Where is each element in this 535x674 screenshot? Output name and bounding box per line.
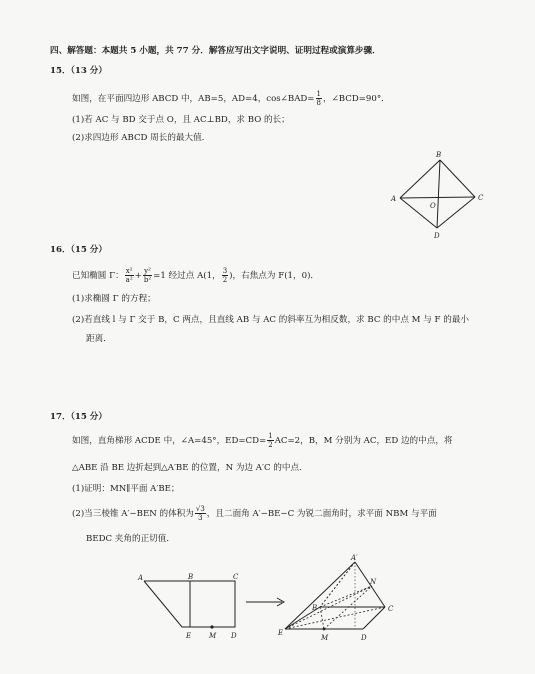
q15-fraction — [316, 90, 322, 107]
q15-frac-num: 1 — [316, 90, 321, 98]
q16-stem-a: 已知椭圆 Γ： — [72, 271, 124, 281]
q16-pt-den: 2 — [222, 276, 228, 284]
q16-part2-line2: 距离． — [86, 334, 112, 344]
q17-right-label-C: C — [388, 605, 394, 613]
q17-half-num: 1 — [268, 432, 273, 440]
q17-part2-b: ，且二面角 A′−BE−C 为锐二面角时，求平面 NBM 与平面 — [206, 509, 437, 519]
q17-vol-num: √3 — [195, 505, 205, 513]
q17-right-label-A1: A′ — [351, 554, 358, 562]
q17-right-label-M: M — [321, 634, 329, 642]
q17-part2-a: (2)当三棱锥 A′−BEN 的体积为 — [72, 509, 194, 519]
q17-header: 17．（15 分） — [50, 412, 107, 422]
q15-label-C: C — [478, 194, 484, 202]
q16-y-den: b² — [143, 276, 152, 284]
q16-x-frac — [125, 267, 134, 284]
q17-left-label-D: D — [231, 632, 237, 640]
q17-stem-a: 如图，直角梯形 ACDE 中，∠A=45°，ED=CD= — [72, 436, 267, 446]
q15-frac-den: 8 — [316, 99, 321, 107]
q15-figure — [385, 150, 495, 240]
q16-header: 16．（15 分） — [50, 245, 107, 255]
q17-left-label-E: E — [186, 632, 192, 640]
q15-part2: (2)求四边形 ABCD 周长的最大值． — [72, 133, 211, 143]
q16-pt-frac — [222, 267, 228, 284]
q16-pt-num: 3 — [222, 267, 228, 275]
q16-stem-b: =1 经过点 A(1， — [153, 271, 221, 281]
q17-left-label-A: A — [138, 574, 144, 582]
q16-x-num: x² — [125, 267, 133, 275]
q17-figure-left — [130, 568, 250, 646]
q17-part2 — [72, 504, 437, 524]
q17-half-frac — [267, 432, 273, 449]
q15-label-A: A — [391, 195, 397, 203]
q17-left-label-M: M — [209, 632, 217, 640]
q16-x-den: a² — [125, 276, 133, 284]
q15-label-O: O — [430, 202, 436, 210]
q15-stem — [72, 90, 390, 107]
q17-figure-right — [275, 553, 410, 645]
q17-half-den: 2 — [268, 441, 273, 449]
q17-line2: △ABE 沿 BE 边折起到△A′BE 的位置，N 为边 A′C 的中点． — [72, 463, 308, 473]
q17-right-label-D: D — [361, 634, 367, 642]
q15-label-D: D — [434, 232, 440, 240]
q17-stem-b: AC=2，B，M 分别为 AC，ED 边的中点，将 — [274, 436, 453, 446]
q17-vol-den: 3 — [198, 514, 203, 522]
q16-stem-c: )，右焦点为 F(1，0)． — [229, 271, 320, 281]
q15-label-B: B — [436, 151, 442, 159]
q17-part1: (1)证明：MN∥平面 A′BE； — [72, 484, 180, 494]
q16-plus: + — [134, 271, 142, 281]
q17-vol-frac — [195, 505, 206, 522]
q15-stem-a: 如图，在平面四边形 ABCD 中，AB=5，AD=4，cos∠BAD= — [72, 94, 315, 104]
q16-y-num: y² — [144, 267, 151, 275]
q15-part1: (1)若 AC 与 BD 交于点 O，且 AC⊥BD，求 BO 的长； — [72, 115, 290, 125]
q17-right-label-E: E — [278, 629, 284, 637]
q17-right-label-B: B — [312, 604, 318, 612]
q15-stem-b: ，∠BCD=90°． — [322, 94, 390, 104]
q16-part1: (1)求椭圆 Γ 的方程； — [72, 294, 156, 304]
section-heading: 四、解答题：本题共 5 小题，共 77 分．解答应写出文字说明、证明过程或演算步骤． — [50, 46, 381, 56]
q15-header: 15．（13 分） — [50, 66, 107, 76]
q17-left-label-B: B — [188, 573, 194, 581]
q17-left-label-C: C — [233, 573, 239, 581]
q16-y-frac — [143, 267, 152, 284]
q17-part2-line2: BEDC 夹角的正切值． — [86, 534, 175, 544]
q17-stem — [72, 432, 453, 450]
q16-part2-line1: (2)若直线 l 与 Γ 交于 B，C 两点，且直线 AB 与 AC 的斜率互为相反数，求 BC 的中点 M 与 F 的最小 — [72, 315, 470, 325]
q17-right-label-N: N — [370, 578, 377, 586]
q16-stem — [72, 266, 319, 286]
